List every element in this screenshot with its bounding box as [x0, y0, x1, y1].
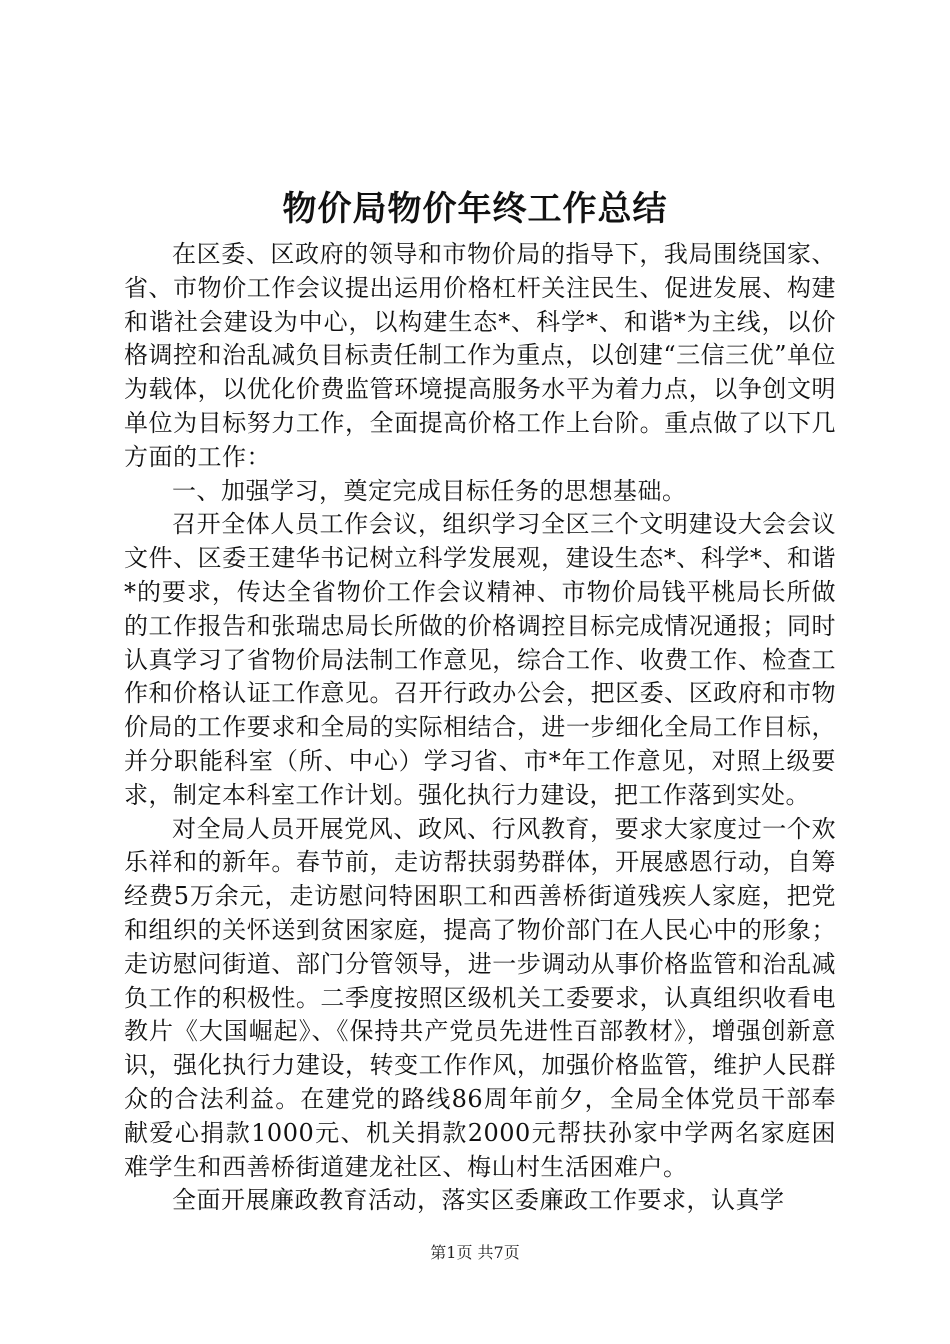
section-heading-1: 一、加强学习，奠定完成目标任务的思想基础。 [172, 476, 687, 505]
document-title: 物价局物价年终工作总结 [282, 189, 668, 229]
body-paragraph: 全面开展廉政教育活动，落实区委廉政工作要求，认真学 [172, 1186, 785, 1215]
document-body [124, 238, 836, 1218]
intro-paragraph: 在区委、区政府的领导和市物价局的指导下，我局围绕国家、省、市物价工作会议提出运用价格杠杆关注民生、促进发展、构建和谐社会建设为中心，以构建生态*、科学*、和谐*为主线，以价格调控和治乱减负目标责任制工作为重点，以创建“三信三优”单位为载体，以优化价费监管环境提高服务水平为着力点，以争创文明单位为目标努力工作，全面提高价格工作上台阶。重点做了以下几方面的工作： [124, 240, 836, 471]
body-paragraph: 召开全体人员工作会议，组织学习全区三个文明建设大会会议文件、区委王建华书记树立科学发展观，建设生态*、科学*、和谐*的要求，传达全省物价工作会议精神、市物价局钱平桃局长所做的工作报告和张瑞忠局长所做的价格调控目标完成情况通报；同时认真学习了省物价局法制工作意见，综合工作、收费工作、检查工作和价格认证工作意见。召开行政办公会，把区委、区政府和市物价局的工作要求和全局的实际相结合，进一步细化全局工作目标，并分职能科室（所、中心）学习省、市*年工作意见，对照上级要求，制定本科室工作计划。强化执行力建设，把工作落到实处。 [124, 510, 836, 809]
body-paragraph: 对全局人员开展党风、政风、行风教育，要求大家度过一个欢乐祥和的新年。春节前，走访帮扶弱势群体，开展感恩行动，自筹经费5万余元，走访慰问特困职工和西善桥街道残疾人家庭，把党和组织的关怀送到贫困家庭，提高了物价部门在人民心中的形象；走访慰问街道、部门分管领导，进一步调动从事价格监管和治乱减负工作的积极性。二季度按照区级机关工委要求，认真组织收看电教片《大国崛起》、《保持共产党员先进性百部教材》，增强创新意识，强化执行力建设，转变工作作风，加强价格监管，维护人民群众的合法利益。在建党的路线86周年前夕，全局全体党员干部奉献爱心捐款1000元、机关捐款2000元帮扶孙家中学两名家庭困难学生和西善桥街道建龙社区、梅山村生活困难户。 [124, 814, 836, 1181]
page-footer: 第1页 共7页 [430, 1243, 520, 1262]
